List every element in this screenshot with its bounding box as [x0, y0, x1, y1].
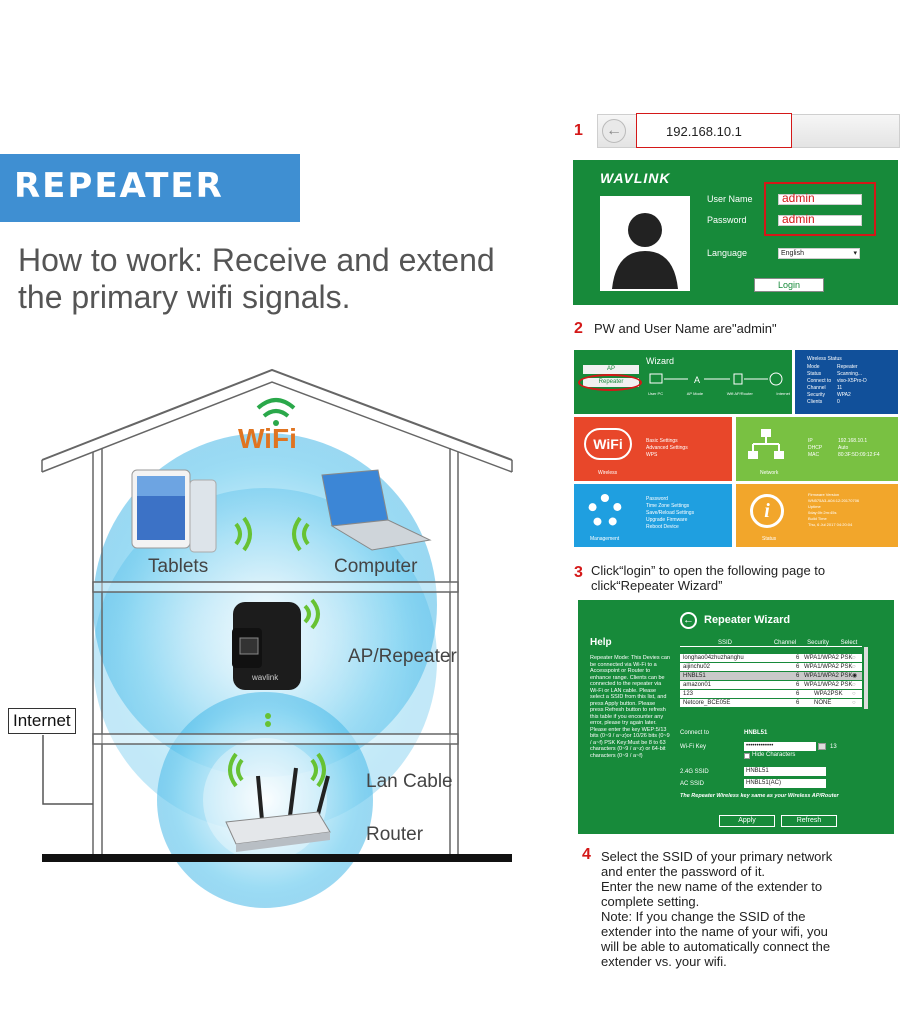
hide-characters-label: Hide Characters: [752, 752, 796, 758]
user-name-value: admin: [782, 191, 815, 205]
management-label: Management: [590, 536, 620, 542]
status-value: Scanning...: [837, 371, 863, 377]
step-4-line: extender vs. your wifi.: [601, 954, 727, 969]
house-diagram: [0, 360, 560, 1000]
ground: [42, 854, 512, 862]
wireless-label: Wireless: [598, 470, 618, 476]
step-4-number: 4: [582, 846, 591, 863]
repeater-mode-button[interactable]: Repeater: [583, 378, 639, 387]
login-button[interactable]: Login: [754, 278, 824, 292]
language-label: Language: [707, 248, 748, 258]
status-info-line: 0day:0h:2m:45s: [808, 510, 837, 515]
col-channel: Channel: [773, 640, 797, 646]
gear-icon: [588, 494, 622, 528]
headline-line-2: the primary wifi signals.: [18, 279, 351, 315]
back-arrow-icon[interactable]: ←: [602, 119, 626, 143]
step-3-line-2: click“Repeater Wizard”: [591, 578, 723, 593]
ssid-table-header: [680, 639, 862, 647]
col-ssid: SSID: [717, 640, 732, 646]
wireless-links: [646, 438, 688, 459]
status-title: Wireless Status: [807, 356, 842, 362]
language-value: English: [781, 250, 804, 257]
link-upgrade-firmware[interactable]: Upgrade Firmware: [646, 517, 688, 523]
info-icon: i: [750, 494, 784, 528]
help-text: Repeater Mode: This Devies can be connected via Wi-Fi to a Accesspoint or Router to enhance range. Clients can be connected to the repeater via Wi-Fi or LAN cable. Please select a SSID from this list, and press Apply button. Please press Refresh button to refresh this table if you encounter any error, please try again later. Please enter the key WEP:5/13 bits (0~9 / a~z)or 10/26 bits (0~9 / a~f) PSK Key:Must be 8 to 63 characters (0~9 / a~z) or 64-bit characters (0~9 / a~f): [590, 655, 670, 759]
refresh-button[interactable]: Refresh: [781, 815, 837, 827]
wifi-key-input[interactable]: •••••••••••••: [744, 742, 816, 751]
link-basic-settings[interactable]: Basic Settings: [646, 438, 678, 444]
acssid-input[interactable]: HNBL51(AC): [744, 779, 826, 788]
status-value: WPA2: [837, 392, 851, 398]
status-info-line: Build Time: [808, 516, 827, 521]
network-label: Network: [760, 470, 779, 476]
node-ap-mode: AP Mode: [686, 391, 704, 396]
repeater-highlight-ellipse: [578, 374, 642, 391]
label-internet: Internet: [8, 708, 76, 734]
status-key: Status: [807, 371, 822, 377]
ssid-row-selected[interactable]: HNBL51 6 WPA1/WPA2 PSK ◉: [680, 672, 862, 680]
label-computer: Computer: [334, 556, 418, 577]
step-4-line: Note: If you change the SSID of the: [601, 909, 806, 924]
ssid24-input[interactable]: HNBL51: [744, 767, 826, 776]
link-save-reload[interactable]: Save/Reload Settings: [646, 510, 695, 516]
step-4-line: and enter the password of it.: [601, 864, 766, 879]
node-internet: Internet: [776, 391, 790, 396]
ssid24-label: 2.4G SSID: [680, 769, 709, 775]
network-value: 192.168.10.1: [838, 438, 868, 444]
step-4-text: [601, 849, 891, 969]
ssid-row[interactable]: Netcore_BCE05E 6 NONE ○: [680, 699, 862, 707]
password-label: Password: [707, 215, 747, 225]
help-title: Help: [590, 637, 612, 648]
step-3-number: 3: [574, 564, 583, 581]
language-select[interactable]: [778, 248, 860, 259]
status-value: viso-X5Pro-D: [837, 378, 867, 384]
ssid-row[interactable]: 123 6 WPA2PSK ○: [680, 690, 862, 698]
wifi-logo-text: WiFi: [238, 423, 297, 454]
status-key: Clients: [807, 399, 823, 405]
wizard-title: Repeater Wizard: [704, 614, 791, 626]
keyboard-icon[interactable]: [818, 743, 826, 750]
ap-mode-button[interactable]: AP: [583, 365, 639, 374]
link-advanced-settings[interactable]: Advanced Settings: [646, 445, 688, 451]
link-password[interactable]: Password: [646, 496, 668, 502]
step-4-line: extender into the name of your wifi, you: [601, 924, 828, 939]
link-wps[interactable]: WPS: [646, 452, 658, 458]
status-info-line: WN575A3-A04:12:20170706: [808, 498, 860, 503]
col-security: Security: [807, 640, 829, 646]
password-value: admin: [782, 212, 815, 226]
wifi-key-label: Wi-Fi Key: [680, 744, 706, 750]
headline-line-1: How to work: Receive and extend: [18, 242, 495, 278]
ssid-table-scrollbar[interactable]: [864, 647, 868, 709]
status-info: [808, 492, 896, 528]
network-key: IP: [808, 438, 813, 444]
step-4-line: complete setting.: [601, 894, 700, 909]
wavlink-logo: WAVLINK: [600, 170, 671, 186]
network-rows: [808, 438, 880, 459]
status-info-line: Uptime: [808, 504, 821, 509]
repeater-key-note: The Repeater Wireless key same as your Wireless AP/Router: [680, 793, 839, 799]
status-key: Security: [807, 392, 826, 398]
step-2-text: PW and User Name are"admin": [594, 321, 777, 336]
label-ap-repeater: AP/Repeater: [348, 646, 457, 667]
status-value: 0: [837, 399, 840, 405]
step-1-number: 1: [574, 122, 583, 139]
credentials-highlight-box: [764, 182, 876, 236]
status-key: Channel: [807, 385, 826, 391]
status-value: 11: [837, 385, 843, 391]
acssid-label: AC SSID: [680, 781, 705, 787]
floor-2: [93, 734, 458, 744]
node-user-pc: User PC: [648, 391, 664, 396]
hide-characters-checkbox[interactable]: [744, 753, 750, 759]
user-avatar-icon: [600, 196, 690, 291]
node-wifi-router: Wifi AP/Router: [726, 391, 753, 396]
network-value: 80:3F:5D:09:12:F4: [838, 452, 880, 458]
col-select: Select: [840, 640, 858, 646]
wifi-key-count: 13: [830, 744, 837, 750]
network-icon: [748, 428, 784, 462]
management-links: [646, 496, 694, 531]
device-brand: wavlink: [252, 673, 279, 682]
status-key: Mode: [807, 364, 820, 370]
back-arrow-icon[interactable]: ←: [680, 612, 697, 629]
ssid-row[interactable]: aijinchu02 6 WPA1/WPA2 PSK ○: [680, 663, 862, 671]
wizard-title: Wizard: [646, 356, 675, 366]
network-key: MAC: [808, 452, 820, 458]
ssid-row[interactable]: longhao04zhuzhanghu 6 WPA1/WPA2 PSK ○: [680, 654, 862, 662]
wizard-node-labels: [648, 390, 790, 397]
status-label: Status: [762, 536, 777, 542]
status-rows: [807, 364, 895, 406]
label-router: Router: [366, 824, 424, 845]
user-name-label: User Name: [707, 194, 753, 204]
repeater-device-icon: [232, 602, 301, 690]
step-2-number: 2: [574, 320, 583, 337]
internet-cable: [43, 735, 93, 804]
label-lan-cable: Lan Cable: [366, 771, 453, 792]
network-key: DHCP: [808, 445, 823, 451]
connect-to-value: HNBL51: [744, 730, 768, 736]
step-4-line: will be able to automatically connect the: [601, 939, 831, 954]
network-value: Auto: [838, 445, 849, 451]
label-tablets: Tablets: [148, 556, 209, 577]
step-4-line: Select the SSID of your primary network: [601, 849, 833, 864]
status-key: Connect to: [807, 378, 832, 384]
link-time-zone[interactable]: Time Zone Settings: [646, 503, 690, 509]
tablet-icon: [132, 470, 216, 552]
status-info-line: Thu, 6 Jul 2017 04:20:04: [808, 522, 853, 527]
step-3-text: [591, 563, 825, 593]
headline: [18, 242, 558, 316]
ssid-row[interactable]: amazon01 6 WPA1/WPA2 PSK ○: [680, 681, 862, 689]
status-info-line: Firmware Version: [808, 492, 840, 497]
step-4-line: Enter the new name of the extender to: [601, 879, 823, 894]
step-3-line-1: Click“login” to open the following page to: [591, 563, 826, 578]
floor-1: [93, 582, 458, 592]
wifi-badge-icon: WiFi: [584, 428, 632, 460]
url-text: 192.168.10.1: [666, 124, 742, 139]
connect-to-label: Connect to: [680, 730, 710, 736]
banner-title: REPEATER: [14, 166, 224, 206]
status-value: Repeater: [837, 364, 858, 370]
dropdown-arrow-icon: ▾: [853, 250, 857, 257]
svg-text:A: A: [694, 375, 701, 385]
link-reboot[interactable]: Reboot Device: [646, 524, 679, 530]
apply-button[interactable]: Apply: [719, 815, 775, 827]
